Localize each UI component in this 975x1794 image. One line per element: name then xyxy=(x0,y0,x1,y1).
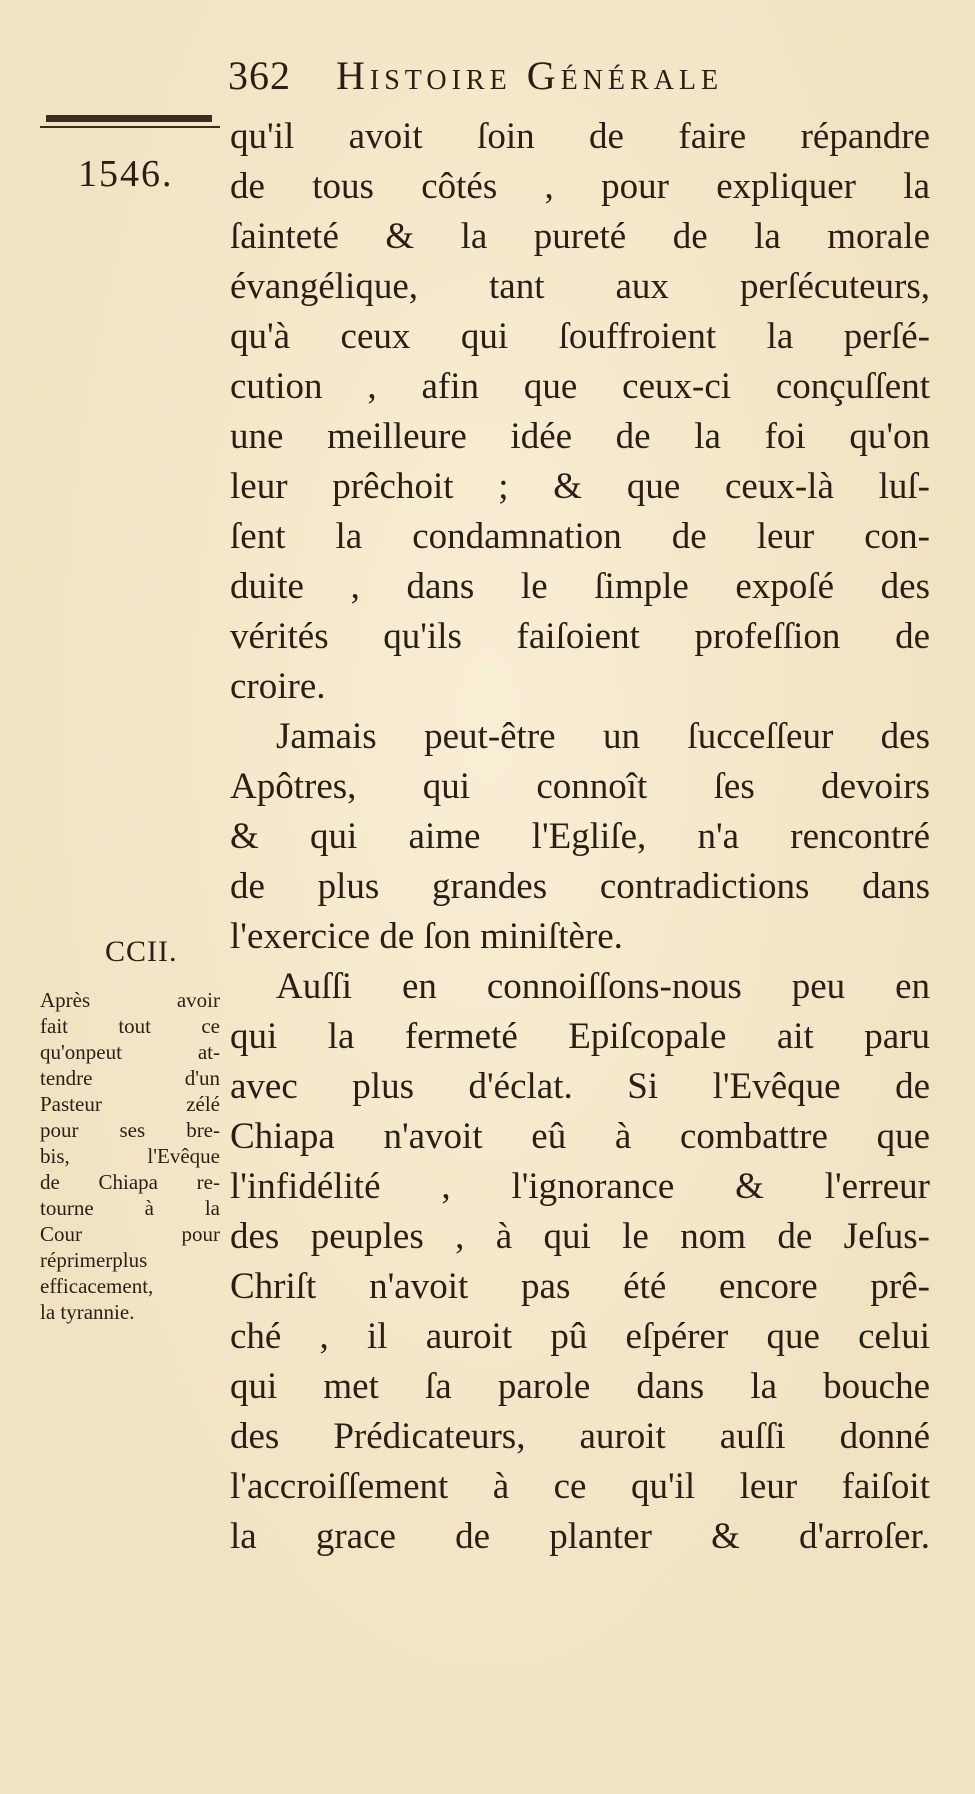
margin-note-line: bis, l'Evêque xyxy=(40,1144,220,1168)
margin-note-line: tourne à la xyxy=(40,1196,220,1220)
text-line: duite , dans le ſimple expoſé des xyxy=(230,566,930,607)
text-line: Apôtres, qui connoît ſes devoirs xyxy=(230,766,930,807)
text-line: l'exercice de ſon miniſtère. xyxy=(230,916,623,957)
text-line: qu'il avoit ſoin de faire répandre xyxy=(230,116,930,157)
margin-note-line: pour ses bre- xyxy=(40,1118,220,1142)
text-line: une meilleure idée de la foi qu'on xyxy=(230,416,930,457)
ornament-rule-thin xyxy=(40,126,220,128)
text-line: vérités qu'ils faiſoient profeſſion de xyxy=(230,616,930,657)
margin-note-line: Après avoir xyxy=(40,988,220,1012)
text-line: Chriſt n'avoit pas été encore prê- xyxy=(230,1266,930,1307)
margin-year: 1546. xyxy=(78,153,174,195)
text-line: & qui aime l'Egliſe, n'a rencontré xyxy=(230,816,930,857)
page-number: 362 xyxy=(228,53,291,98)
margin-note-line: la tyrannie. xyxy=(40,1300,135,1324)
body-text xyxy=(230,112,930,1562)
text-line: leur prêchoit ; & que ceux-là luſ- xyxy=(230,466,930,507)
ornament-rule-thick xyxy=(46,115,212,122)
margin-note-line: qu'onpeut at- xyxy=(40,1040,220,1064)
text-line: ſainteté & la pureté de la morale xyxy=(230,216,930,257)
text-line: qui met ſa parole dans la bouche xyxy=(230,1366,930,1407)
margin-note-line: réprimerplus xyxy=(40,1248,148,1272)
text-line: croire. xyxy=(230,666,326,707)
text-line: ſent la condamnation de leur con- xyxy=(230,516,930,557)
margin-note-line: fait tout ce xyxy=(40,1014,220,1038)
chapter-number: CCII. xyxy=(105,935,178,968)
text-line: ché , il auroit pû eſpérer que celui xyxy=(230,1316,930,1357)
text-line: des Prédicateurs, auroit auſſi donné xyxy=(230,1416,930,1457)
margin-ornament xyxy=(40,115,220,129)
text-line: qui la fermeté Epiſcopale ait paru xyxy=(230,1016,930,1057)
margin-note-line: Cour pour xyxy=(40,1222,220,1246)
text-line: évangélique, tant aux perſécuteurs, xyxy=(230,266,930,307)
page-header xyxy=(228,52,928,112)
text-line: de tous côtés , pour expliquer la xyxy=(230,166,930,207)
text-line: l'infidélité , l'ignorance & l'erreur xyxy=(230,1166,930,1207)
margin-note-line: tendre d'un xyxy=(40,1066,220,1090)
running-title: Histoire Générale xyxy=(336,53,724,98)
text-line: la grace de planter & d'arroſer. xyxy=(230,1516,930,1557)
text-line: de plus grandes contradictions dans xyxy=(230,866,930,907)
text-line: cution , afin que ceux-ci conçuſſent xyxy=(230,366,930,407)
margin-note xyxy=(40,987,220,1325)
margin-note-line: Pasteur zélé xyxy=(40,1092,220,1116)
paragraph-first-line: Jamais peut-être un ſucceſſeur des xyxy=(276,716,930,757)
text-line: avec plus d'éclat. Si l'Evêque de xyxy=(230,1066,930,1107)
text-line: qu'à ceux qui ſouffroient la perſé- xyxy=(230,316,930,357)
margin-note-line: efficacement, xyxy=(40,1274,154,1298)
text-line: Chiapa n'avoit eû à combattre que xyxy=(230,1116,930,1157)
paragraph-first-line: Auſſi en connoiſſons-nous peu en xyxy=(276,966,930,1007)
text-line: des peuples , à qui le nom de Jeſus- xyxy=(230,1216,930,1257)
margin-note-line: de Chiapa re- xyxy=(40,1170,220,1194)
text-line: l'accroiſſement à ce qu'il leur faiſoit xyxy=(230,1466,930,1507)
